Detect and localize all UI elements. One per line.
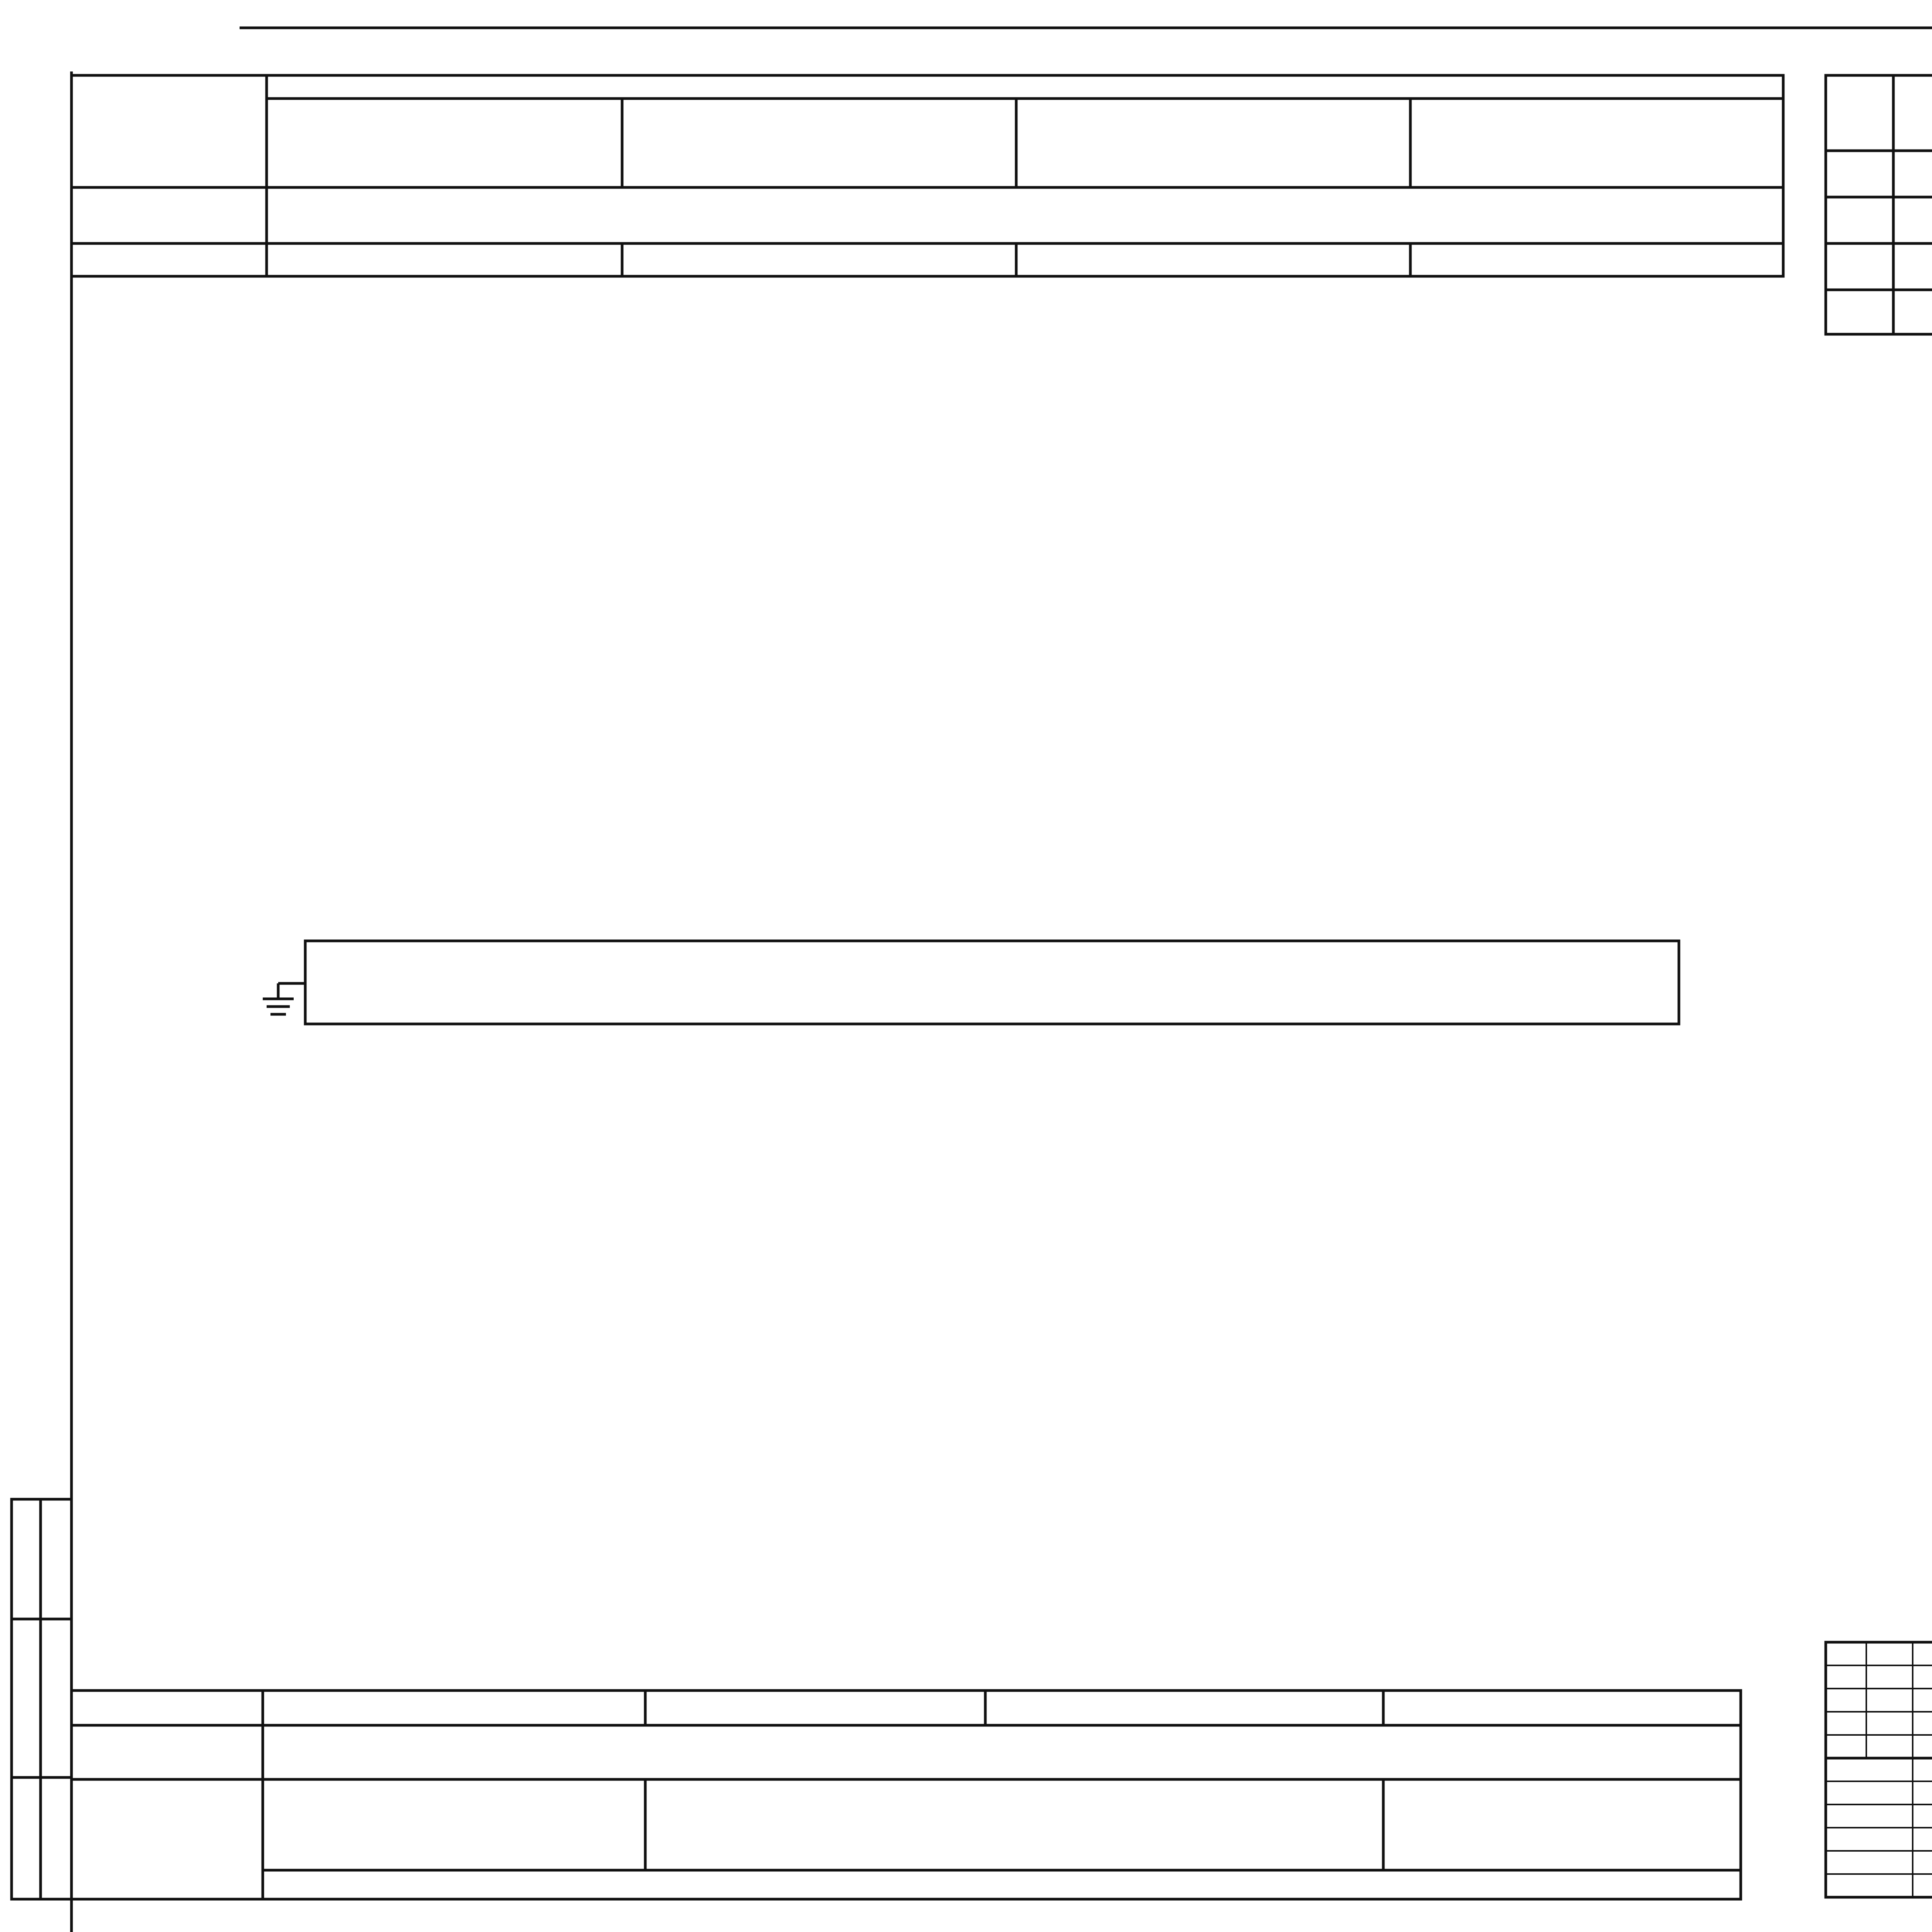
cable-header-pos (1828, 77, 1892, 79)
